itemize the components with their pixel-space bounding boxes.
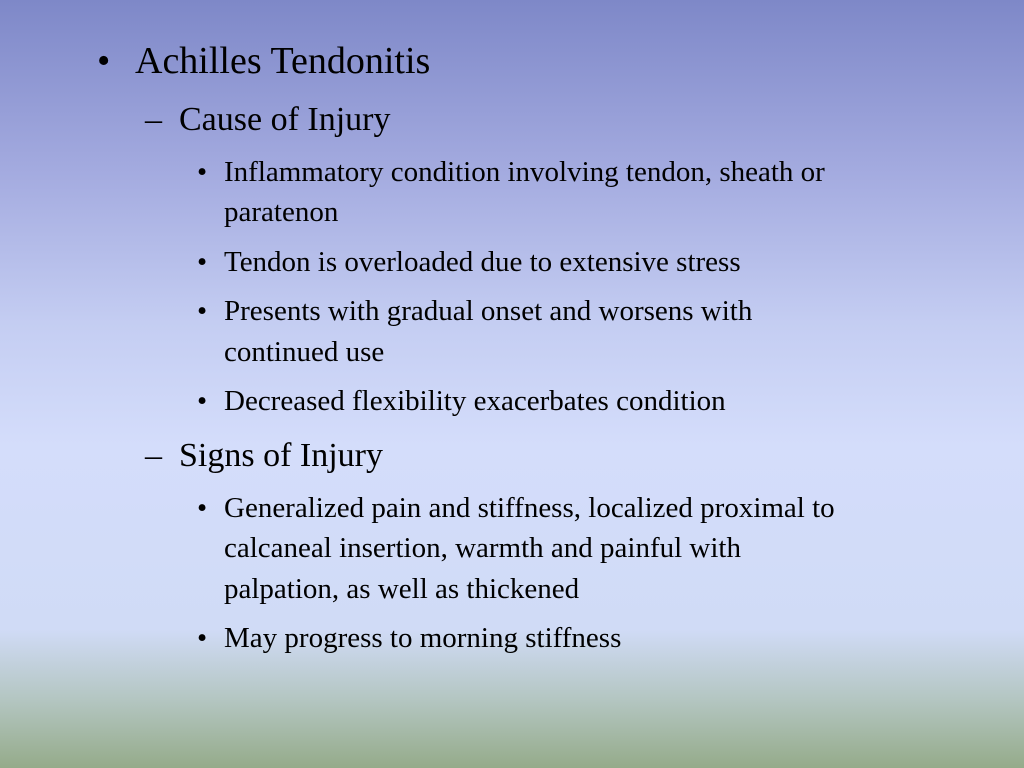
item-bullet: • [197, 385, 208, 417]
section-marker: – [145, 437, 162, 474]
section-heading-signs: Signs of Injury [179, 437, 383, 474]
item-text-line: Inflammatory condition involving tendon, sheath or [224, 156, 825, 188]
item-text-line: paratenon [224, 196, 339, 228]
title-bullet: • [97, 40, 111, 82]
item-bullet: • [197, 622, 208, 654]
item-bullet: • [197, 492, 208, 524]
item-text-line: Decreased flexibility exacerbates condition [224, 385, 726, 417]
item-text-line: calcaneal insertion, warmth and painful with [224, 532, 741, 564]
item-text-line: Tendon is overloaded due to extensive stress [224, 246, 741, 278]
item-text-line: Presents with gradual onset and worsens with [224, 295, 753, 327]
item-text-line: May progress to morning stiffness [224, 622, 622, 654]
slide-title: Achilles Tendonitis [135, 40, 431, 82]
item-bullet: • [197, 156, 208, 188]
section-marker: – [145, 101, 162, 138]
item-bullet: • [197, 295, 208, 327]
item-text-line: continued use [224, 336, 385, 368]
item-text-line: Generalized pain and stiffness, localized proximal to [224, 492, 835, 524]
section-heading-cause: Cause of Injury [179, 101, 391, 138]
item-text-line: palpation, as well as thickened [224, 573, 580, 605]
item-bullet: • [197, 246, 208, 278]
